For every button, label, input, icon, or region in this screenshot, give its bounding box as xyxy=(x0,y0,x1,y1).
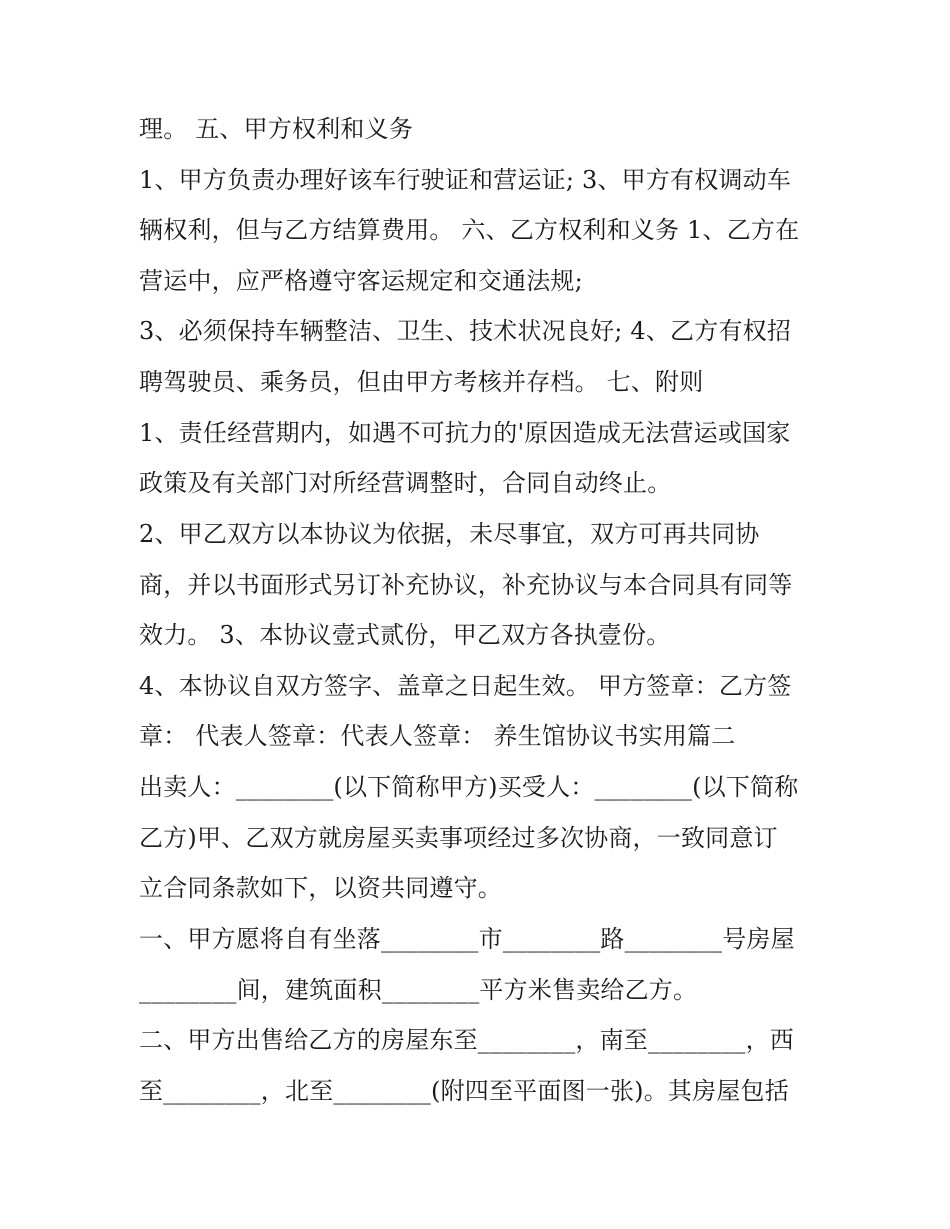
text-line: 立合同条款如下，以资共同遵守。 xyxy=(139,874,502,902)
text-line: 1、责任经营期内，如遇不可抗力的'原因造成无法营运或国家 xyxy=(139,419,791,447)
text-line: 一、甲方愿将自有坐落________市________路________号房屋 xyxy=(139,925,795,953)
text-line: 章： 代表人签章：代表人签章： 养生馆协议书实用篇二 xyxy=(139,722,736,750)
text-line: 辆权利，但与乙方结算费用。 六、乙方权利和义务 1、乙方在 xyxy=(139,216,800,244)
text-line: 政策及有关部门对所经营调整时，合同自动终止。 xyxy=(139,469,672,497)
text-line: ________间，建筑面积________平方米售卖给乙方。 xyxy=(139,976,698,1004)
text-line: 2、甲乙双方以本协议为依据，未尽事宜，双方可再共同协 xyxy=(139,520,760,548)
text-line: 营运中，应严格遵守客运规定和交通法规; xyxy=(139,267,583,295)
text-line: 3、必须保持车辆整洁、卫生、技术状况良好; 4、乙方有权招 xyxy=(139,317,792,345)
text-line: 乙方)甲、乙双方就房屋买卖事项经过多次协商，一致同意订 xyxy=(139,824,778,852)
text-line: 理。 五、甲方权利和义务 xyxy=(139,115,414,143)
text-line: 商，并以书面形式另订补充协议，补充协议与本合同具有同等 xyxy=(139,571,793,599)
text-line: 至________，北至________(附四至平面图一张)。其房屋包括 xyxy=(139,1077,789,1105)
text-line: 1、甲方负责办理好该车行驶证和营运证; 3、甲方有权调动车 xyxy=(139,166,792,194)
text-line: 二、甲方出售给乙方的房屋东至________，南至________，西 xyxy=(139,1026,794,1054)
text-line: 4、本协议自双方签字、盖章之日起生效。 甲方签章：乙方签 xyxy=(139,672,792,700)
text-line: 效力。 3、本协议壹式贰份，甲乙双方各执壹份。 xyxy=(139,621,671,649)
text-line: 出卖人：________(以下简称甲方)买受人：________(以下简称 xyxy=(139,773,799,801)
text-line: 聘驾驶员、乘务员，但由甲方考核并存档。 七、附则 xyxy=(139,368,704,396)
